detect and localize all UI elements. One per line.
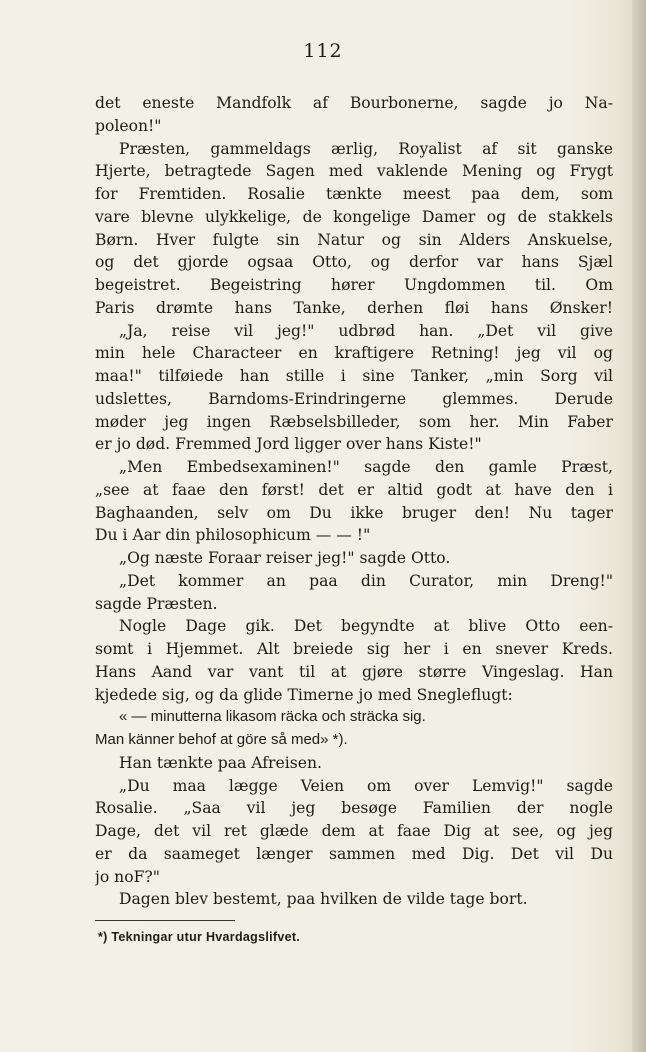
footnote-divider bbox=[95, 920, 235, 921]
text-line: kjedede sig, og da glide Timerne jo med Snegleflugt: bbox=[95, 685, 513, 704]
text-line: det eneste Mandfolk af Bourbonerne, sagde jo Na- bbox=[95, 94, 613, 112]
text-line: Dage, det vil ret glæde dem at faae Dig at see, og jeg bbox=[95, 822, 613, 840]
text-line: „Og næste Foraar reiser jeg!" sagde Otto. bbox=[119, 549, 451, 567]
text-line: sagde Præsten. bbox=[95, 594, 218, 613]
text-line: Børn. Hver fulgte sin Natur og sin Alders Anskuelse, bbox=[95, 230, 613, 249]
text-line: jo noF?" bbox=[95, 867, 160, 886]
text-line: Rosalie. „Saa vil jeg besøge Familien der nogle bbox=[95, 799, 613, 818]
text-line: er jo død. Fremmed Jord ligger over hans Kiste!" bbox=[95, 435, 482, 454]
text-line: udslettes, Barndoms-Erindringerne glemmes. Derude bbox=[95, 389, 613, 408]
body-text bbox=[95, 92, 613, 911]
text-line: Han tænkte paa Afreisen. bbox=[119, 753, 322, 772]
text-line: min hele Characteer en kraftigere Retning! jeg vil og bbox=[95, 344, 613, 363]
text-line: „see at faae den først! det er altid godt at have den i bbox=[95, 480, 613, 499]
quote-line: « — minutterna likasom räcka och sträcka sig. bbox=[119, 708, 426, 726]
text-line: Du i Aar din philosophicum — — !" bbox=[95, 526, 371, 545]
text-line: og det gjorde ogsaa Otto, og derfor var hans Sjæl bbox=[95, 253, 613, 272]
page-number: 112 bbox=[303, 40, 343, 62]
text-line: Hans Aand var vant til at gjøre større Vingeslag. Han bbox=[95, 662, 613, 681]
text-line: „Men Embedsexaminen!" sagde den gamle Præst, bbox=[119, 458, 613, 476]
text-line: „Ja, reise vil jeg!" udbrød han. „Det vil give bbox=[119, 321, 613, 340]
text-line: begeistret. Begeistring hører Ungdommen til. Om bbox=[95, 276, 613, 294]
text-line: maa!" tilføiede han stille i sine Tanker, „min Sorg vil bbox=[95, 367, 613, 385]
quote-line: Man känner behof at göre så med» *). bbox=[95, 731, 348, 748]
text-line: „Det kommer an paa din Curator, min Dreng!" bbox=[119, 571, 613, 590]
text-line: Hjerte, betragtede Sagen med vaklende Mening og Frygt bbox=[95, 162, 613, 181]
text-line: vare blevne ulykkelige, de kongelige Damer og de stakkels bbox=[95, 207, 613, 226]
text-line: er da saameget længer sammen med Dig. Det vil Du bbox=[95, 844, 613, 863]
text-line: poleon!" bbox=[95, 116, 162, 135]
footnote: *) Tekningar utur Hvardagslifvet. bbox=[98, 930, 301, 944]
text-line: Paris drømte hans Tanke, derhen fløi hans Ønsker! bbox=[95, 298, 613, 317]
text-line: Dagen blev bestemt, paa hvilken de vilde tage bort. bbox=[119, 890, 528, 909]
text-line: Nogle Dage gik. Det begyndte at blive Otto een- bbox=[119, 617, 613, 636]
text-line: „Du maa lægge Veien om over Lemvig!" sagde bbox=[119, 776, 613, 795]
text-line: Præsten, gammeldags ærlig, Royalist af sit ganske bbox=[119, 139, 613, 158]
text-line: Baghaanden, selv om Du ikke bruger den! Nu tager bbox=[95, 503, 613, 522]
text-line: møder jeg ingen Ræbselsbilleder, som her. Min Faber bbox=[95, 412, 613, 431]
text-line: somt i Hjemmet. Alt breiede sig her i en snever Kreds. bbox=[95, 640, 613, 658]
text-line: for Fremtiden. Rosalie tænkte meest paa dem, som bbox=[95, 185, 613, 203]
page-edge-shadow bbox=[632, 0, 646, 1052]
